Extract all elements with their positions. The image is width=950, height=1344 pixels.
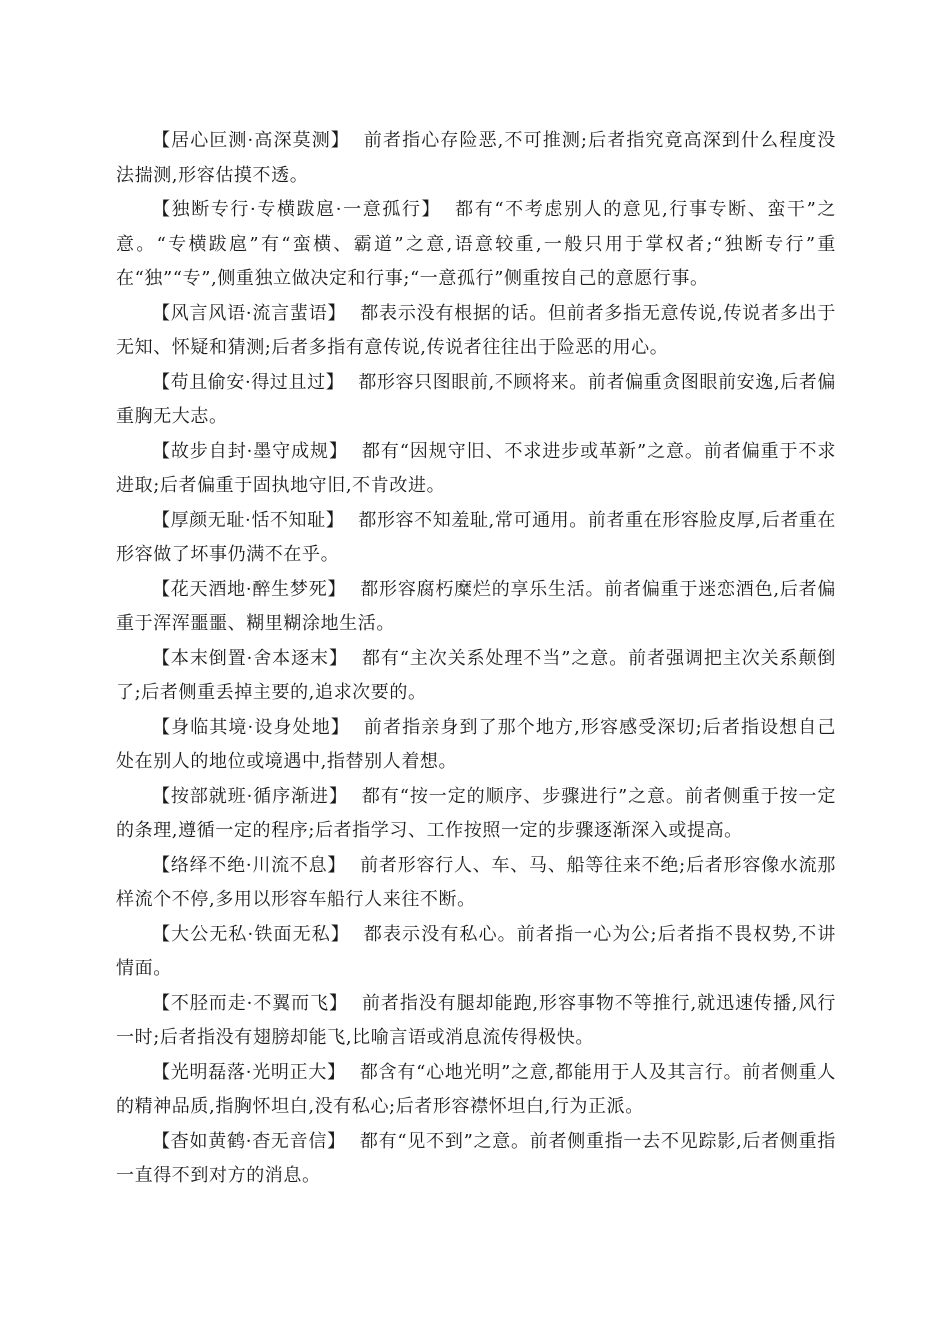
idiom-explanation: 都有“因规守旧、不求进步或革新”之意。前者偏重于不求进取;后者偏重于固执地守旧,不肯改进。 <box>116 440 836 496</box>
idiom-term: 【身临其境·设身处地】 <box>152 716 350 738</box>
idiom-entry <box>116 642 836 711</box>
idiom-entry <box>116 124 836 193</box>
idiom-explanation: 都形容不知羞耻,常可通用。前者重在形容脸皮厚,后者重在形容做了坏事仍满不在乎。 <box>116 509 837 565</box>
idiom-term: 【大公无私·铁面无私】 <box>152 923 350 945</box>
idiom-term: 【络绎不绝·川流不息】 <box>152 854 347 876</box>
idiom-entry <box>116 366 836 435</box>
idiom-explanation: 都有“主次关系处理不当”之意。前者强调把主次关系颠倒了;后者侧重丢掉主要的,追求次要的。 <box>116 647 836 703</box>
idiom-term: 【不胫而走·不翼而飞】 <box>152 992 348 1014</box>
idiom-entry <box>116 849 836 918</box>
idiom-entry <box>116 573 836 642</box>
idiom-entry <box>116 1056 836 1125</box>
idiom-explanation: 都含有“心地光明”之意,都能用于人及其言行。前者侧重人的精神品质,指胸怀坦白,没有私心;后者形容襟怀坦白,行为正派。 <box>116 1061 837 1117</box>
idiom-term: 【风言风语·流言蜚语】 <box>152 302 347 324</box>
idiom-entry <box>116 193 836 297</box>
idiom-explanation: 前者指心存险恶,不可推测;后者指究竟高深到什么程度没法揣测,形容估摸不透。 <box>116 130 837 186</box>
idiom-term: 【苟且偷安·得过且过】 <box>152 371 345 393</box>
idiom-entry <box>116 987 836 1056</box>
idiom-explanation: 都形容只图眼前,不顾将来。前者偏重贪图眼前安逸,后者偏重胸无大志。 <box>116 371 837 427</box>
idiom-explanation: 前者指亲身到了那个地方,形容感受深切;后者指设想自己处在别人的地位或境遇中,指替别人着想。 <box>116 716 837 772</box>
idiom-explanation: 都有“不考虑别人的意见,行事专断、蛮干”之意。“专横跋扈”有“蛮横、霸道”之意,语意较重,一般只用于掌权者;“独断专行”重在“独”“专”,侧重独立做决定和行事;“一意孤行”侧重按自己的意愿行事。 <box>116 199 836 289</box>
document-body <box>116 124 836 1194</box>
idiom-term: 【花天酒地·醉生梦死】 <box>152 578 347 600</box>
idiom-term: 【故步自封·墨守成规】 <box>152 440 348 462</box>
idiom-term: 【光明磊落·光明正大】 <box>152 1061 346 1083</box>
idiom-entry <box>116 918 836 987</box>
idiom-explanation: 都表示没有私心。前者指一心为公;后者指不畏权势,不讲情面。 <box>116 923 837 979</box>
idiom-term: 【杳如黄鹤·杳无音信】 <box>152 1130 346 1152</box>
idiom-explanation: 前者形容行人、车、马、船等往来不绝;后者形容像水流那样流个不停,多用以形容车船行人来往不断。 <box>116 854 836 910</box>
idiom-explanation: 前者指没有腿却能跑,形容事物不等推行,就迅速传播,风行一时;后者指没有翅膀却能飞,比喻言语或消息流传得极快。 <box>116 992 836 1048</box>
idiom-entry <box>116 780 836 849</box>
idiom-entry <box>116 711 836 780</box>
idiom-term: 【厚颜无耻·恬不知耻】 <box>152 509 345 531</box>
idiom-term: 【按部就班·循序渐进】 <box>152 785 348 807</box>
idiom-term: 【居心叵测·高深莫测】 <box>152 130 350 151</box>
idiom-explanation: 都有“见不到”之意。前者侧重指一去不见踪影,后者侧重指一直得不到对方的消息。 <box>116 1130 837 1186</box>
idiom-explanation: 都形容腐朽糜烂的享乐生活。前者偏重于迷恋酒色,后者偏重于浑浑噩噩、糊里糊涂地生活。 <box>116 578 836 634</box>
idiom-term: 【独断专行·专横跋扈·一意孤行】 <box>152 199 442 220</box>
idiom-entry <box>116 1125 836 1194</box>
idiom-entry <box>116 435 836 504</box>
idiom-explanation: 都表示没有根据的话。但前者多指无意传说,传说者多出于无知、怀疑和猜测;后者多指有意传说,传说者往往出于险恶的用心。 <box>116 302 836 358</box>
idiom-entry <box>116 297 836 366</box>
idiom-term: 【本末倒置·舍本逐末】 <box>152 647 348 669</box>
idiom-entry <box>116 504 836 573</box>
idiom-explanation: 都有“按一定的顺序、步骤进行”之意。前者侧重于按一定的条理,遵循一定的程序;后者指学习、工作按照一定的步骤逐渐深入或提高。 <box>116 785 836 841</box>
